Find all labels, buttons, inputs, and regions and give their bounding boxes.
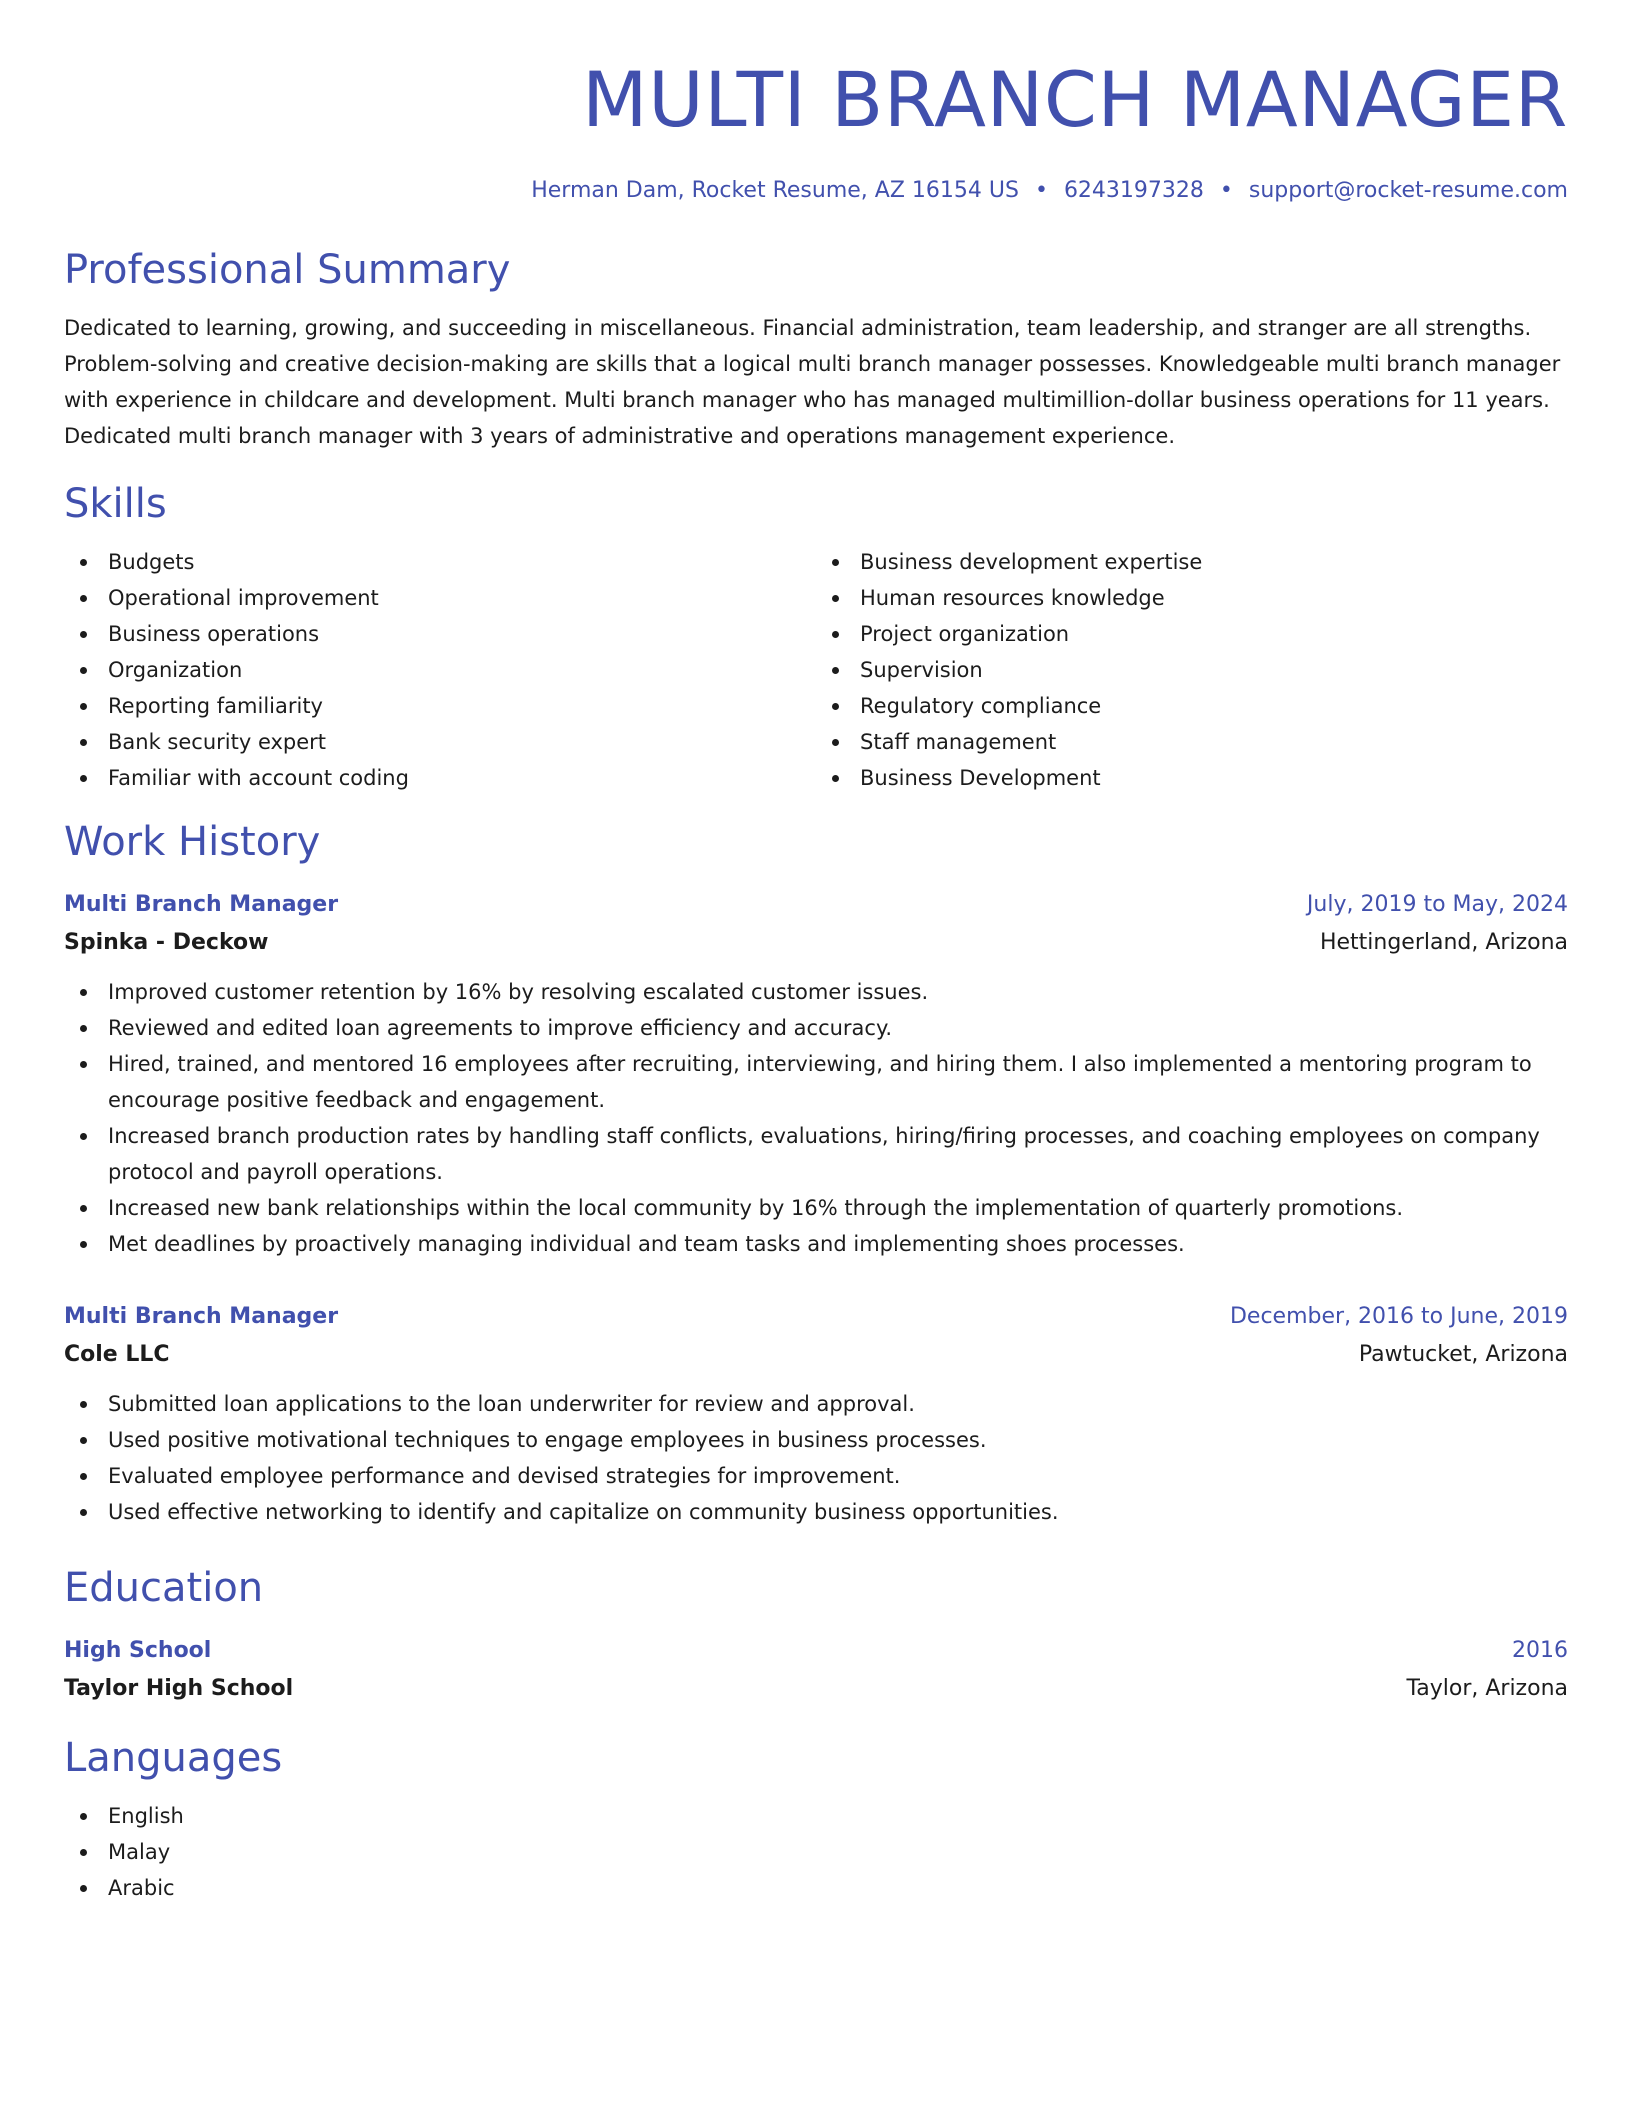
job-bullets: [64, 974, 1568, 1262]
job-bullet: Improved customer retention by 16% by resolving escalated customer issues.: [64, 974, 1568, 1010]
contact-email: support@rocket-resume.com: [1248, 178, 1568, 203]
contact-phone: 6243197328: [1063, 178, 1204, 203]
job-bullet: Reviewed and edited loan agreements to improve efficiency and accuracy.: [64, 1010, 1568, 1046]
summary-text: Dedicated to learning, growing, and succeeding in miscellaneous. Financial administration, team leadership, and stranger are all strengths. Problem-solving and creative decision-making are skills that a logical multi branch manager possesses. Knowledgeable multi branch manager with experience in childcare and development. Multi branch manager who has managed multimillion-dollar business operations for 11 years. Dedicated multi branch manager with 3 years of administrative and operations management experience.: [64, 316, 1561, 448]
skill-item: Project organization: [816, 616, 1568, 652]
education-year: 2016: [1512, 1638, 1568, 1663]
languages-section: [64, 1734, 1568, 1906]
job-bullet: Hired, trained, and mentored 16 employees after recruiting, interviewing, and hiring them. I also implemented a mentoring program to encourage positive feedback and engagement.: [64, 1046, 1568, 1118]
resume-name-title: MULTI BRANCH MANAGER: [582, 55, 1568, 144]
education-school-row: [64, 1666, 1568, 1704]
education-degree-row: [64, 1636, 1568, 1666]
skill-item: Organization: [64, 652, 816, 688]
job-title: Multi Branch Manager: [64, 892, 339, 917]
education-degree: High School: [64, 1638, 212, 1663]
skill-item: Supervision: [816, 652, 1568, 688]
language-item: Arabic: [64, 1870, 1568, 1906]
languages-list: [64, 1798, 1568, 1906]
job-bullet: Used positive motivational techniques to engage employees in business processes.: [64, 1422, 1568, 1458]
skills-grid: [64, 544, 1568, 796]
skill-item: Human resources knowledge: [816, 580, 1568, 616]
skill-item: Operational improvement: [64, 580, 816, 616]
contact-address: Herman Dam, Rocket Resume, AZ 16154 US: [531, 178, 1019, 203]
skills-right-column: [816, 544, 1568, 796]
job-company-row: [64, 920, 1568, 958]
education-location: Taylor, Arizona: [1406, 1676, 1568, 1701]
skill-item: Business development expertise: [816, 544, 1568, 580]
job-entry: [64, 890, 1568, 1262]
job-title-row: [64, 1302, 1568, 1332]
education-entry: [64, 1636, 1568, 1704]
job-bullet: Increased new bank relationships within the local community by 16% through the implementation of quarterly promotions.: [64, 1190, 1568, 1226]
job-bullet: Met deadlines by proactively managing individual and team tasks and implementing shoes processes.: [64, 1226, 1568, 1262]
work-history-section: [64, 818, 1568, 1530]
job-bullet: Increased branch production rates by handling staff conflicts, evaluations, hiring/firing processes, and coaching employees on company protocol and payroll operations.: [64, 1118, 1568, 1190]
work-history-heading: Work History: [64, 819, 321, 865]
job-title: Multi Branch Manager: [64, 1304, 339, 1329]
job-bullets: [64, 1386, 1568, 1530]
job-dates: July, 2019 to May, 2024: [1306, 892, 1568, 917]
language-item: English: [64, 1798, 1568, 1834]
education-school: Taylor High School: [64, 1676, 294, 1701]
skill-item: Regulatory compliance: [816, 688, 1568, 724]
job-dates: December, 2016 to June, 2019: [1229, 1304, 1568, 1329]
job-company: Spinka - Deckow: [64, 930, 269, 955]
job-bullet: Submitted loan applications to the loan underwriter for review and approval.: [64, 1386, 1568, 1422]
skill-item: Bank security expert: [64, 724, 816, 760]
summary-section: [64, 246, 1568, 454]
skills-heading: Skills: [64, 481, 167, 527]
contact-line: [64, 176, 1568, 206]
skills-section: [64, 480, 1568, 796]
skill-item: Reporting familiarity: [64, 688, 816, 724]
job-entry: [64, 1302, 1568, 1530]
job-bullet: Used effective networking to identify and capitalize on community business opportunities.: [64, 1494, 1568, 1530]
job-company: Cole LLC: [64, 1342, 170, 1367]
job-bullet: Evaluated employee performance and devised strategies for improvement.: [64, 1458, 1568, 1494]
skill-item: Business Development: [816, 760, 1568, 796]
job-company-row: [64, 1332, 1568, 1370]
skill-item: Business operations: [64, 616, 816, 652]
job-location: Hettingerland, Arizona: [1319, 930, 1568, 955]
contact-separator: •: [1034, 178, 1048, 203]
job-title-row: [64, 890, 1568, 920]
job-location: Pawtucket, Arizona: [1358, 1342, 1568, 1367]
skills-left-column: [64, 544, 816, 796]
language-item: Malay: [64, 1834, 1568, 1870]
summary-heading: Professional Summary: [64, 247, 511, 293]
contact-separator: •: [1219, 178, 1233, 203]
education-heading: Education: [64, 1565, 264, 1611]
languages-heading: Languages: [64, 1735, 283, 1781]
education-section: [64, 1564, 1568, 1704]
skill-item: Staff management: [816, 724, 1568, 760]
skill-item: Budgets: [64, 544, 816, 580]
skill-item: Familiar with account coding: [64, 760, 816, 796]
